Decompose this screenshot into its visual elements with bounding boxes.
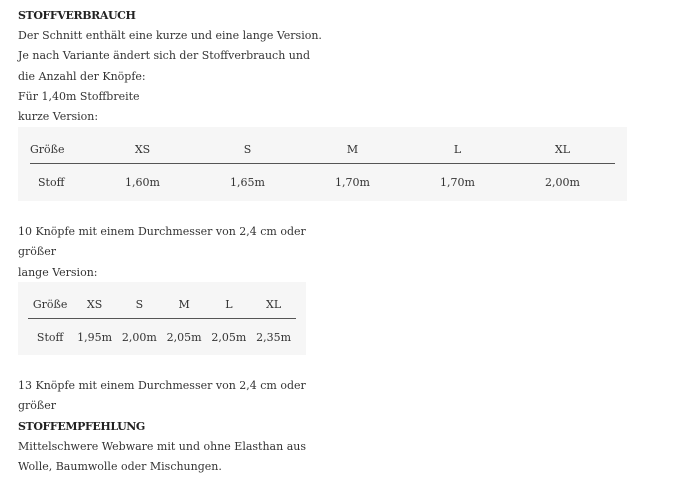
header-xs: XS — [72, 290, 117, 319]
intro-line: Der Schnitt enthält eine kurze und eine lange Version. — [18, 29, 322, 42]
value-xl: 2,00m — [545, 175, 580, 189]
value-l: 2,05m — [211, 330, 247, 344]
value-s: 1,65m — [230, 175, 265, 189]
intro-line: die Anzahl der Knöpfe: — [18, 69, 146, 83]
heading-stoffempfehlung: STOFFEMPFEHLUNG — [18, 419, 145, 433]
value-xs: 1,95m — [77, 330, 113, 344]
value-m: 1,70m — [335, 175, 370, 189]
header-s: S — [195, 135, 300, 164]
text-line: lange Version: — [18, 265, 98, 279]
text-line: 10 Knöpfe mit einem Durchmesser von 2,4 cm oder — [18, 225, 306, 238]
intro-line: kurze Version: — [18, 110, 99, 124]
buttons-short-text — [18, 222, 306, 283]
value-m: 2,05m — [166, 330, 202, 344]
value-xs: 1,60m — [125, 175, 160, 189]
header-size: Größe — [28, 290, 72, 319]
value-l: 1,70m — [440, 175, 475, 189]
header-m: M — [162, 290, 207, 319]
intro-line: Je nach Variante ändert sich der Stoffverbrauch und — [18, 49, 310, 63]
header-l: L — [405, 135, 510, 164]
header-size: Größe — [30, 135, 90, 164]
header-s: S — [117, 290, 162, 319]
text-line: Wolle, Baumwolle oder Mischungen. — [18, 460, 222, 474]
text-line: Mittelschwere Webware mit und ohne Elasthan aus — [18, 439, 306, 453]
header-l: L — [206, 290, 251, 319]
value-xl: 2,35m — [256, 330, 292, 344]
header-xl: XL — [510, 135, 615, 164]
header-xs: XS — [90, 135, 195, 164]
buttons-long-and-fabric-text — [18, 376, 306, 477]
long-version-table — [18, 282, 306, 355]
text-line: größer — [18, 245, 57, 259]
row-label: Stoff — [36, 330, 64, 344]
short-version-table — [18, 127, 627, 201]
intro-text — [18, 26, 322, 127]
text-line: größer — [18, 399, 57, 413]
table-row — [28, 319, 296, 356]
intro-line: Für 1,40m Stoffbreite — [18, 89, 140, 103]
table-header-row — [28, 290, 296, 319]
heading-stoffverbrauch: STOFFVERBRAUCH — [18, 9, 136, 22]
header-m: M — [300, 135, 405, 164]
table-header-row — [30, 135, 615, 164]
header-xl: XL — [251, 290, 296, 319]
text-line: 13 Knöpfe mit einem Durchmesser von 2,4 cm oder — [18, 379, 306, 392]
row-label: Stoff — [38, 175, 65, 189]
table-row — [30, 164, 615, 201]
value-s: 2,00m — [121, 330, 157, 344]
